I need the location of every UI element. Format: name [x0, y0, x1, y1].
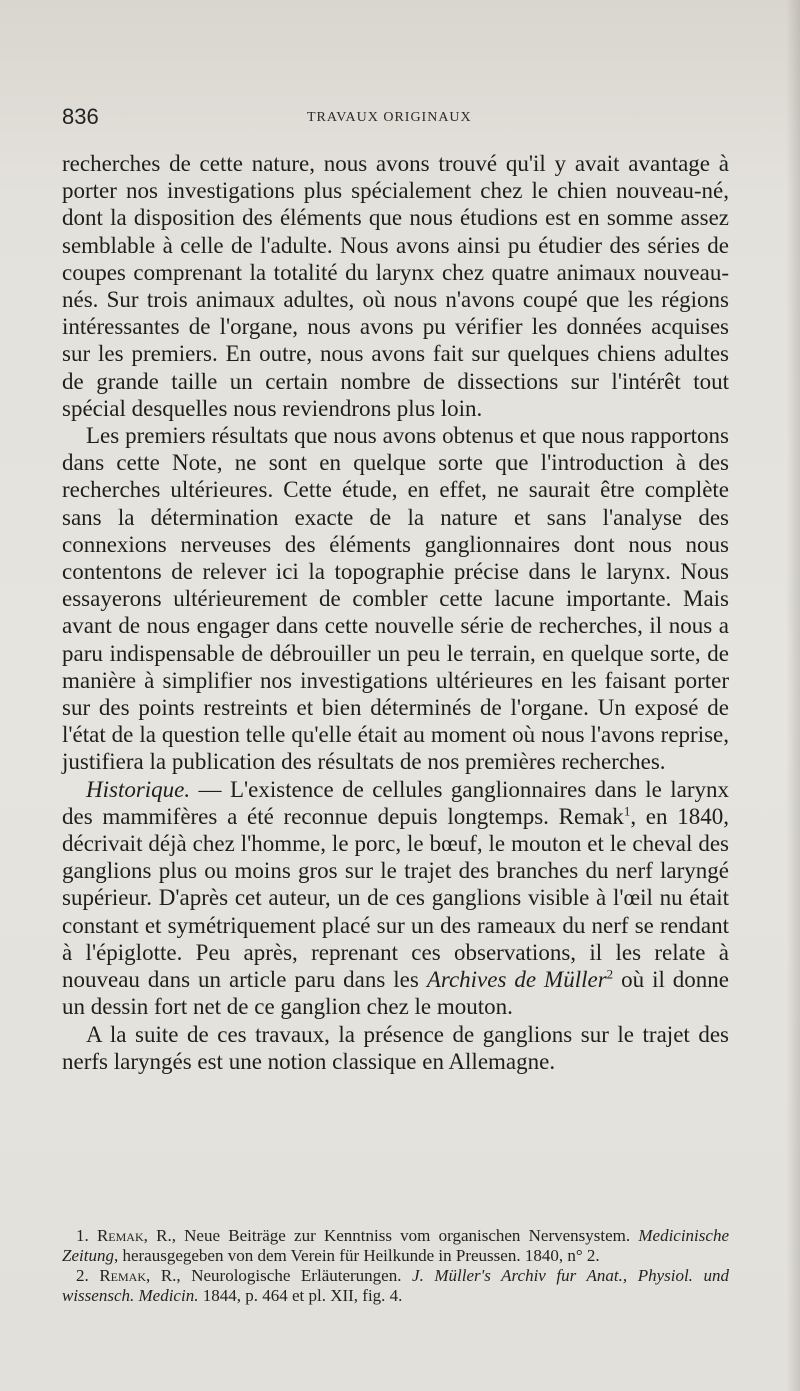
footnote-1-rest: , herausgegeben von dem Verein für Heilkunde in Preussen. 1840, n° 2.: [113, 1246, 600, 1265]
page-header: [62, 104, 732, 130]
footnote-ref-1: 1: [623, 803, 631, 819]
footnote-2-rest: 1844, p. 464 et pl. XII, fig. 4.: [198, 1286, 403, 1305]
paragraph-3-part-a: — L'existence de cellules ganglionnaires dans le larynx des mammifères a été reconnue depuis longtemps. Remak: [62, 776, 729, 829]
footnote-ref-2: 2: [606, 966, 614, 982]
paragraph-1: recherches de cette nature, nous avons trouvé qu'il y avait avantage à porter nos investigations plus spécialement chez le chien nouveau-né, dont la disposition des éléments que nous étudions est en somme assez semblable à celle de l'adulte. Nous avons ainsi pu étudier des séries de coupes comprenant la totalité du larynx chez quatre animaux nouveau-nés. Sur trois animaux adultes, où nous n'avons coupé que les régions intéressantes de l'organe, nous avons pu vérifier les données acquises sur les premiers. En outre, nous avons fait sur quelques chiens adultes de grande taille un certain nombre de dissections sur l'intérêt tout spécial desquelles nous reviendrons plus loin.: [62, 151, 729, 421]
footnote-1-number: 1.: [76, 1226, 97, 1245]
paragraph-3: [62, 776, 729, 1021]
page-number: 836: [62, 104, 99, 129]
paragraph-3-part-b: , en 1840, décrivait déjà chez l'homme, le porc, le bœuf, le mouton et le cheval des ganglions plus ou moins gros sur le trajet des branches du nerf laryngé supérieur. D'après cet auteur, un de ces ganglions visible à l'œil nu était constant et symétriquement placé sur un des rameaux du nerf se rendant à l'épiglotte. Peu après, reprenant ces observations, il les relate à nouveau dans un article paru dans les: [62, 803, 729, 993]
paragraph-3-part-c: où il donne un dessin fort net de ce ganglion chez le mouton.: [62, 967, 730, 1020]
footnote-1: [62, 1226, 729, 1266]
footnote-2-text: , R., Neurologische Erläuterungen.: [146, 1266, 413, 1285]
paragraph-4: A la suite de ces travaux, la présence de ganglions sur le trajet des nerfs laryngés est une notion classique en Allemagne.: [62, 1021, 729, 1074]
body-text: [62, 150, 729, 1075]
section-heading-historique: Historique.: [86, 776, 191, 802]
footnotes: [62, 1226, 729, 1306]
footnote-2-author: Remak: [99, 1266, 146, 1285]
journal-title-mueller: Archives de Müller: [426, 967, 607, 993]
footnote-1-journal: Medicinische Zeitung: [62, 1226, 729, 1265]
paragraph-2: Les premiers résultats que nous avons obtenus et que nous rapportons dans cette Note, ne sont en quelque sorte que l'introduction à des recherches ultérieures. Cette étude, en effet, ne saurait être complète sans la détermination exacte de la nature et sans l'analyse des connexions nerveuses des éléments ganglionnaires dont nous nous contentons de relever ici la topographie précise dans le larynx. Nous essayerons ultérieurement de combler cette lacune importante. Mais avant de nous engager dans cette nouvelle série de recherches, il nous a paru indispensable de débrouiller un peu le terrain, en quelque sorte, de manière à simplifier nos investigations ultérieures en les faisant porter sur des points restreints et bien déterminés de l'organe. Un exposé de l'état de la question telle qu'elle était au moment où nous l'avons reprise, justifiera la publication des résultats de nos premières recherches.: [62, 423, 729, 775]
running-head: TRAVAUX ORIGINAUX: [307, 110, 472, 125]
footnote-1-text: , R., Neue Beiträge zur Kenntniss vom organischen Nervensystem.: [143, 1226, 639, 1245]
page-edge-shadow: [786, 0, 800, 1391]
footnote-2-number: 2.: [76, 1266, 100, 1285]
footnote-2: [62, 1266, 729, 1306]
footnote-2-journal: J. Müller's Archiv fur Anat., Physiol. und wissensch. Medicin.: [62, 1266, 730, 1305]
footnote-1-author: Remak: [96, 1226, 144, 1245]
